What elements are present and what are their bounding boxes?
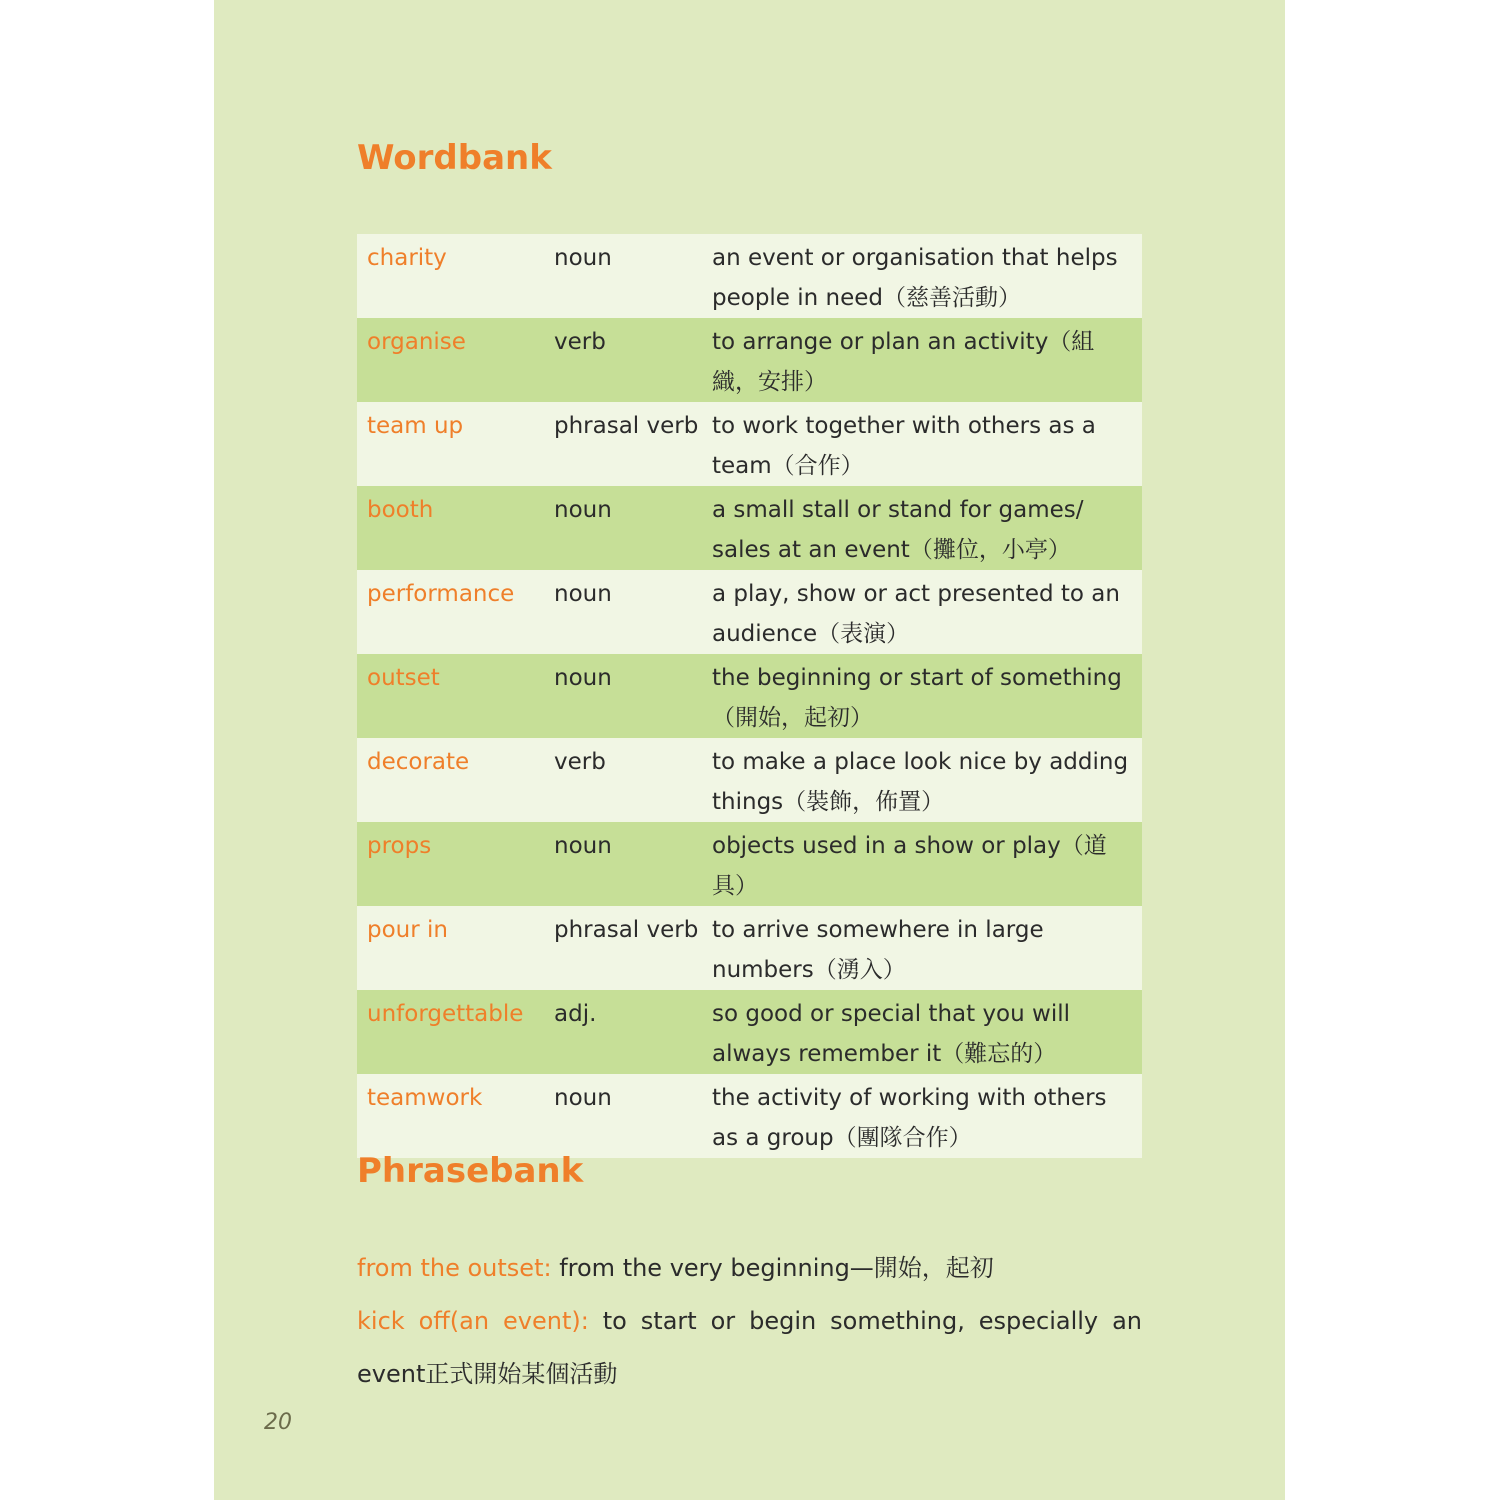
wordbank-table [357, 234, 1142, 1158]
part-of-speech-cell: noun [544, 822, 712, 906]
wordbank-title: Wordbank [357, 138, 552, 178]
phrase-definition: to start or begin something, especially an event正式開始某個活動 [357, 1307, 1142, 1388]
wordbank-row [357, 822, 1142, 906]
phrasebank-title: Phrasebank [357, 1151, 584, 1191]
page [214, 0, 1285, 1500]
part-of-speech-cell: adj. [544, 990, 712, 1074]
wordbank-row [357, 234, 1142, 318]
wordbank-row [357, 906, 1142, 990]
definition-cell: to arrange or plan an activity（組織，安排） [712, 318, 1142, 402]
word-cell: booth [357, 486, 544, 570]
phrase-definition: from the very beginning—開始，起初 [551, 1254, 994, 1282]
phrase-item [357, 1242, 1142, 1295]
wordbank-body [357, 234, 1142, 1158]
definition-cell: to work together with others as a team（合作） [712, 402, 1142, 486]
wordbank-row [357, 570, 1142, 654]
word-cell: unforgettable [357, 990, 544, 1074]
wordbank-row [357, 402, 1142, 486]
part-of-speech-cell: phrasal verb [544, 906, 712, 990]
part-of-speech-cell: verb [544, 738, 712, 822]
part-of-speech-cell: noun [544, 486, 712, 570]
word-cell: charity [357, 234, 544, 318]
wordbank-row [357, 738, 1142, 822]
part-of-speech-cell: verb [544, 318, 712, 402]
part-of-speech-cell: noun [544, 234, 712, 318]
word-cell: outset [357, 654, 544, 738]
word-cell: pour in [357, 906, 544, 990]
definition-cell: a play, show or act presented to an audience（表演） [712, 570, 1142, 654]
wordbank-row [357, 486, 1142, 570]
definition-cell: the beginning or start of something（開始，起初） [712, 654, 1142, 738]
phrase-term: kick off(an event): [357, 1307, 589, 1335]
part-of-speech-cell: noun [544, 570, 712, 654]
definition-cell: a small stall or stand for games/ sales at an event（攤位，小亭） [712, 486, 1142, 570]
phrase-term: from the outset: [357, 1254, 552, 1282]
phrase-item [357, 1295, 1142, 1401]
wordbank-row [357, 318, 1142, 402]
word-cell: props [357, 822, 544, 906]
word-cell: performance [357, 570, 544, 654]
word-cell: teamwork [357, 1074, 544, 1158]
word-cell: organise [357, 318, 544, 402]
definition-cell: an event or organisation that helps people in need（慈善活動） [712, 234, 1142, 318]
wordbank-row [357, 990, 1142, 1074]
part-of-speech-cell: noun [544, 1074, 712, 1158]
definition-cell: objects used in a show or play（道具） [712, 822, 1142, 906]
wordbank-row [357, 654, 1142, 738]
definition-cell: to arrive somewhere in large numbers（湧入） [712, 906, 1142, 990]
definition-cell: so good or special that you will always remember it（難忘的） [712, 990, 1142, 1074]
word-cell: team up [357, 402, 544, 486]
wordbank-row [357, 1074, 1142, 1158]
part-of-speech-cell: noun [544, 654, 712, 738]
definition-cell: the activity of working with others as a group（團隊合作） [712, 1074, 1142, 1158]
word-cell: decorate [357, 738, 544, 822]
page-number: 20 [264, 1410, 292, 1435]
part-of-speech-cell: phrasal verb [544, 402, 712, 486]
definition-cell: to make a place look nice by adding things（裝飾，佈置） [712, 738, 1142, 822]
